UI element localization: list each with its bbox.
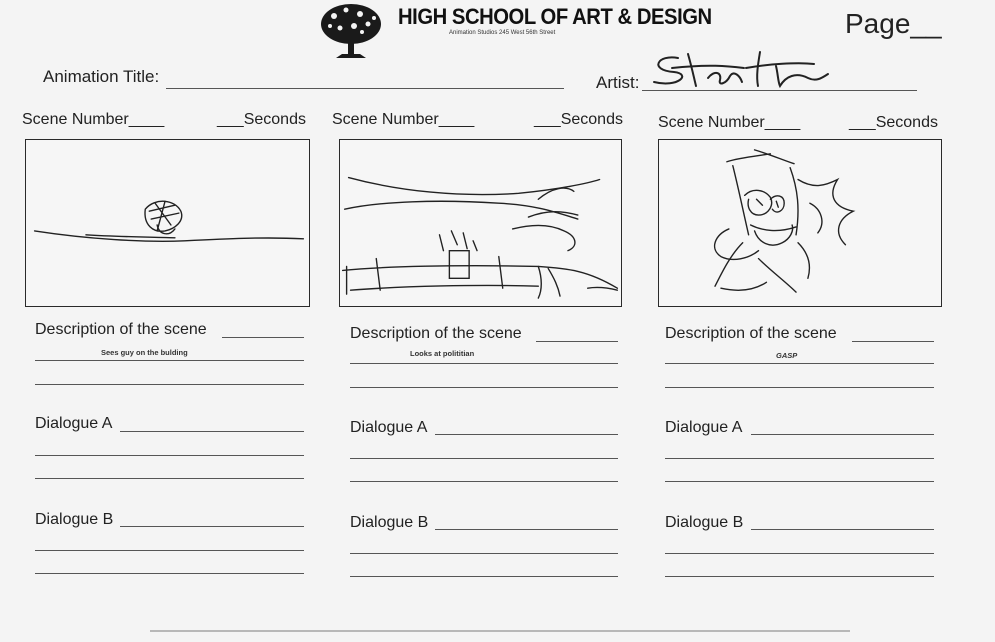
artist-label: Artist:	[596, 73, 640, 92]
dialogue-b-line	[120, 526, 304, 527]
description-label: Description of the scene	[350, 325, 522, 342]
storyboard-frame	[658, 139, 942, 307]
description-line	[665, 387, 934, 388]
dialogue-a-label: Dialogue A	[665, 419, 743, 436]
animation-title-line	[166, 88, 564, 89]
dialogue-b-line	[665, 576, 934, 577]
dialogue-b-line	[350, 553, 618, 554]
dialogue-a-line	[665, 458, 934, 459]
description-value: Sees guy on the bulding	[101, 348, 188, 357]
dialogue-a-label: Dialogue A	[35, 415, 113, 432]
description-line	[852, 341, 934, 342]
dialogue-a-line	[665, 481, 934, 482]
seconds-label: ___Seconds	[849, 114, 938, 131]
description-line	[35, 384, 304, 385]
scene-number-label: Scene Number____	[332, 111, 475, 128]
dialogue-b-line	[350, 576, 618, 577]
dialogue-a-line	[120, 431, 304, 432]
dialogue-a-label: Dialogue A	[350, 419, 428, 436]
seconds-label: ___Seconds	[534, 111, 623, 128]
description-line	[222, 337, 304, 338]
dialogue-b-label: Dialogue B	[350, 514, 429, 531]
artist-signature	[648, 48, 838, 92]
description-line	[350, 363, 618, 364]
description-label: Description of the scene	[35, 321, 207, 338]
page-number-label: Page__	[845, 8, 942, 39]
description-label: Description of the scene	[665, 325, 837, 342]
dialogue-b-label: Dialogue B	[35, 511, 114, 528]
dialogue-b-line	[665, 553, 934, 554]
description-value: Looks at polititian	[410, 349, 475, 358]
description-line	[665, 363, 934, 364]
school-title: HIGH SCHOOL OF ART & DESIGN	[398, 4, 712, 29]
school-subtitle: Animation Studios 245 West 56th Street	[449, 30, 556, 36]
dialogue-b-line	[35, 573, 304, 574]
description-line	[35, 360, 304, 361]
description-line	[536, 341, 618, 342]
footer-fine-print	[150, 620, 850, 624]
dialogue-a-line	[350, 458, 618, 459]
dialogue-b-line	[751, 529, 934, 530]
description-line	[350, 387, 618, 388]
storyboard-frame	[339, 139, 622, 307]
dialogue-b-line	[435, 529, 618, 530]
dialogue-a-line	[350, 481, 618, 482]
scene-number-label: Scene Number____	[22, 111, 165, 128]
animation-title-label: Animation Title:	[43, 67, 160, 86]
dialogue-a-line	[35, 455, 304, 456]
scene-number-label: Scene Number____	[658, 114, 801, 131]
dialogue-b-label: Dialogue B	[665, 514, 744, 531]
storyboard-frame	[25, 139, 310, 307]
dialogue-a-line	[35, 478, 304, 479]
tree-logo-icon	[316, 2, 386, 60]
dialogue-b-line	[35, 550, 304, 551]
dialogue-a-line	[435, 434, 618, 435]
seconds-label: ___Seconds	[217, 111, 306, 128]
description-value: GASP	[776, 351, 798, 360]
dialogue-a-line	[751, 434, 934, 435]
